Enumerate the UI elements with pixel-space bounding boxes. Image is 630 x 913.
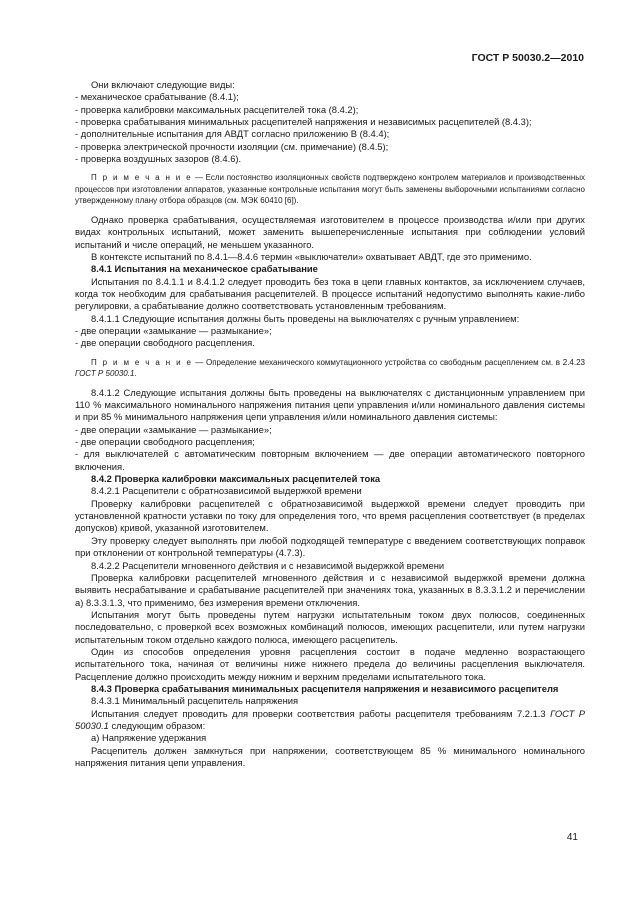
document-body xyxy=(75,79,585,769)
paragraph: Эту проверку следует выполнять при любой подходящей температуре с введением соответствующих поправок при отклонении от контрольной температуры (4.7.3). xyxy=(75,534,585,559)
paragraph: 8.4.1.1 Следующие испытания должны быть проведены на выключателях с ручным управлением: xyxy=(91,312,520,324)
subsection-heading: 8.4.2.1 Расцепители с обратнозависимой выдержкой времени xyxy=(91,485,362,497)
note-label: П р и м е ч а н и е xyxy=(91,357,193,367)
paragraph: Расцепитель должен замкнуться при напряжении, соответствующем 85 % минимального номинального напряжения питания цепи управления. xyxy=(75,744,585,768)
list-item: - проверка срабатывания минимальных расцепителей напряжения и независимых расцепителей (8.4.3); xyxy=(75,116,532,128)
note xyxy=(75,357,585,380)
list-item: - проверка воздушных зазоров (8.4.6). xyxy=(75,153,242,165)
section-heading: 8.4.3 Проверка срабатывания минимальных расцепителя напряжения и независимого расцепителя xyxy=(91,682,559,694)
paragraph: В контексте испытаний по 8.4.1—8.4.6 термин «выключатели» охватывает АВДТ, где это применимо. xyxy=(91,250,532,262)
page-number: 41 xyxy=(566,832,578,843)
paragraph xyxy=(75,708,585,733)
paragraph: Однако проверка срабатывания, осуществляемая изготовителем в процессе производства и/или при других видах контрольных испытаний, может заменить вышеперечисленные испытания при соблюдении условий испытаний и числе операций, не меньшем указанного. xyxy=(75,213,585,250)
note-text: — Если постоянство изоляционных свойств подтверждено контролем материалов и производственных процессов при изготовлении аппаратов, указанные контрольные испытания могут быть заменены выборочными испытаниями согласно утвержденному плану отбора образцов (см. МЭК 60410 [6]). xyxy=(75,173,586,206)
paragraph: Проверку калибровки расцепителей с обратнозависимой выдержкой времени следует проводить при установленной кратности уставки по току для определения того, что время расцепления соответствует (в пределах допусков) кривой, указанной изготовителем. xyxy=(75,497,585,534)
paragraph: Один из способов определения уровня расцепления состоит в подаче медленно возрастающего испытательного тока, начиная от величины ниже нижнего предела до величины расцепления выключателя. Расцепление должно происходить между нижним и верхним пределами испытательного тока. xyxy=(75,645,585,682)
list-item: - проверка калибровки максимальных расцепителей тока (8.4.2); xyxy=(75,103,359,115)
paragraph: Испытания по 8.4.1.1 и 8.4.1.2 следует проводить без тока в цепи главных контактов, за исключением случаев, когда ток необходим для срабатывания расцепителей. В процессе испытаний недопустимо выполнять какие-либо регулировки, а срабатывание должно соответствовать установленным требованиям. xyxy=(75,275,585,312)
note-text: — Определение механического коммутационного устройства со свободным расцеплением см. в 2.4.23 xyxy=(192,357,586,367)
list-item: - две операции свободного расцепления. xyxy=(75,337,255,349)
note-label: П р и м е ч а н и е xyxy=(91,173,193,183)
subsection-heading: 8.4.2.2 Расцепители мгновенного действия и с независимой выдержкой времени xyxy=(91,559,445,571)
paragraph-text: Испытания следует проводить для проверки соответствия работы расцепителя требованиям 7.2.1.3 xyxy=(91,707,551,719)
paragraph-text-end: следующим образом: xyxy=(108,719,206,731)
standard-reference: ГОСТ Р 50030.1 xyxy=(75,707,586,731)
note-end: . xyxy=(134,369,137,379)
list-item: - механическое срабатывание (8.4.1); xyxy=(75,91,239,103)
paragraph: 8.4.1.2 Следующие испытания должны быть проведены на выключателях с дистанционным управлением при 110 % максимального номинального напряжения питания цепи управления и/или номинального давления системы и при 85 % минимального напряжения цепи управления и/или номинального давления системы: xyxy=(75,386,585,423)
intro-lead: Они включают следующие виды: xyxy=(91,79,235,90)
section-heading: 8.4.1 Испытания на механическое срабатывание xyxy=(91,263,318,275)
list-item: а) Напряжение удержания xyxy=(91,732,207,744)
note-reference: ГОСТ Р 50030.1 xyxy=(75,369,135,379)
paragraph: Проверка калибровки расцепителей мгновенного действия и с независимой выдержкой времени должна выявить несрабатывание и срабатывание расцепителей при значениях тока, указанных в 8.3.3.1.2 и перечислении а) 8.3.3.1.3, что применимо, без измерения времени отключения. xyxy=(75,571,585,608)
document-header: ГОСТ Р 50030.2—2010 xyxy=(471,52,584,64)
subsection-heading: 8.4.3.1 Минимальный расцепитель напряжения xyxy=(91,695,299,707)
section-heading: 8.4.2 Проверка калибровки максимальных расцепителей тока xyxy=(91,473,381,485)
list-item: - дополнительные испытания для АВДТ согласно приложению В (8.4.4); xyxy=(75,128,390,140)
note xyxy=(75,172,585,207)
list-item: - две операции свободного расцепления; xyxy=(75,436,255,448)
list-item: - две операции «замыкание — размыкание»; xyxy=(75,325,272,336)
list-item: - для выключателей с автоматическим повторным включением — две операции автоматического повторного включения. xyxy=(75,448,585,472)
list-item: - проверка электрической прочности изоляции (см. примечание) (8.4.5); xyxy=(75,140,389,152)
paragraph: Испытания могут быть проведены путем нагрузки испытательным током двух полюсов, соединенных последовательно, с проверкой всех возможных комбинаций полюсов, имеющих расцепители, или путем нагрузки испытательным током отдельно каждого полюса, имеющего расцепитель. xyxy=(75,608,585,645)
list-item: - две операции «замыкание — размыкание»; xyxy=(75,423,272,435)
